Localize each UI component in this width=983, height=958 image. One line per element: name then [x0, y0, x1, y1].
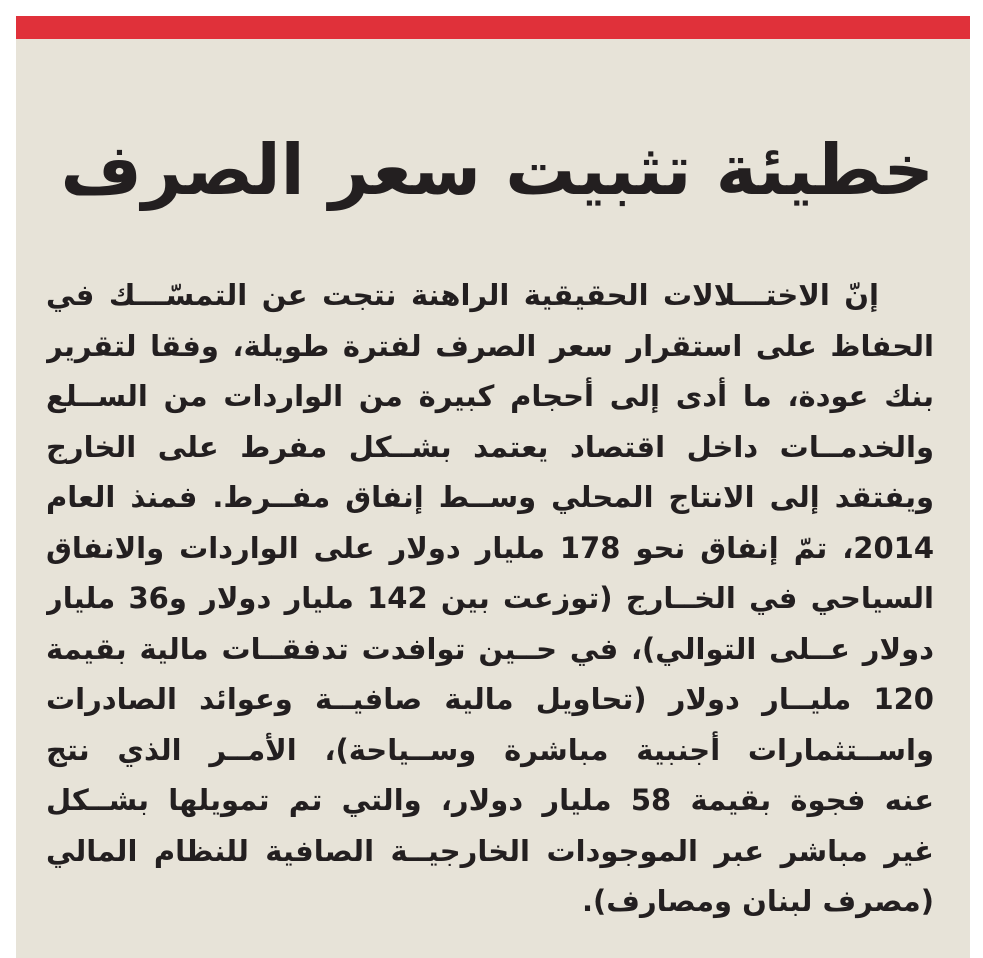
body-line: والخدمــات داخل اقتصاد يعتمد بشــكل مفرط على الخارج — [46, 429, 934, 464]
article-body — [46, 270, 934, 927]
body-line: السياحي في الخــارج (توزعت بين 142 مليار دولار و36 مليار — [46, 581, 934, 615]
body-line: 120 مليــار دولار (تحاويل مالية صافيــة وعوائد الصادرات — [46, 682, 934, 716]
body-line: 2014، تمّ إنفاق نحو 178 مليار دولار على الواردات والانفاق — [46, 530, 934, 565]
body-line: بنك عودة، ما أدى إلى أحجام كبيرة من الواردات من الســلع — [46, 379, 934, 413]
body-line: ويفتقد إلى الانتاج المحلي وســط إنفاق مفــرط. فمنذ العام — [46, 480, 934, 514]
article-card — [16, 16, 970, 958]
article-headline: خطيئة تثبيت سعر الصرف — [60, 129, 934, 211]
body-line: إنّ الاختـــلالات الحقيقية الراهنة نتجت عن التمسّـــك في — [46, 278, 879, 312]
body-line: غير مباشر عبر الموجودات الخارجيــة الصافية للنظام المالي — [46, 833, 934, 868]
body-line: (مصرف لبنان ومصارف). — [581, 884, 934, 918]
body-line: دولار عــلى التوالي)، في حــين توافدت تدفقــات مالية بقيمة — [46, 631, 934, 666]
body-line: واســتثمارات أجنبية مباشرة وســياحة)، الأمــر الذي نتج — [46, 732, 934, 767]
body-line: الحفاظ على استقرار سعر الصرف لفترة طويلة، وفقا لتقرير — [46, 328, 934, 363]
body-line: عنه فجوة بقيمة 58 مليار دولار، والتي تم تمويلها بشــكل — [46, 783, 934, 817]
accent-bar — [16, 16, 970, 39]
